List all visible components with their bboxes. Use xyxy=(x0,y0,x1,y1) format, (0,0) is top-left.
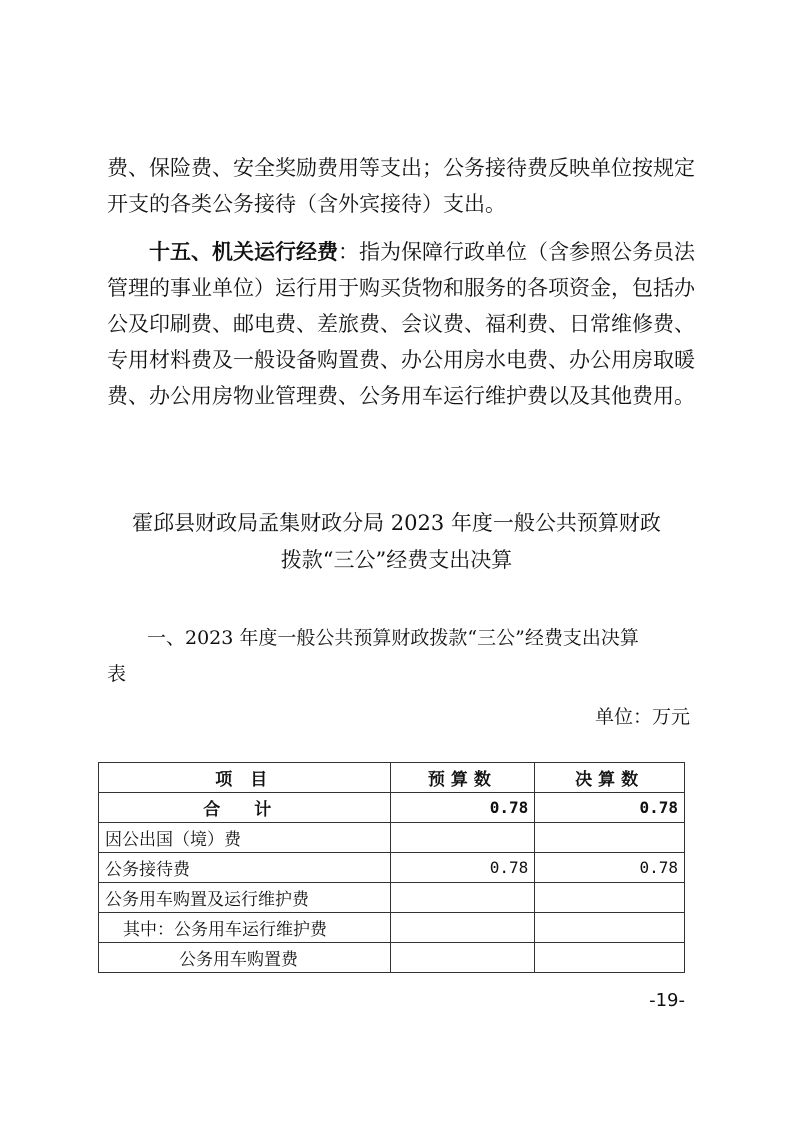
row-final xyxy=(535,943,685,973)
table-row-total xyxy=(99,793,685,823)
text-line: 费、保险费、安全奖励费用等支出；公务接待费反映单位按规定 xyxy=(107,156,695,180)
table-header-row xyxy=(99,763,685,793)
table-row xyxy=(99,883,685,913)
row-final xyxy=(535,913,685,943)
text-line-first xyxy=(107,234,697,270)
row-label: 因公出国（境）费 xyxy=(99,823,391,853)
row-label: 公务接待费 xyxy=(99,853,391,883)
title-line-1: 霍邱县财政局孟集财政分局 2023 年度一般公共预算财政 xyxy=(132,511,661,535)
text-line: 费、办公用房物业管理费、公务用车运行维护费以及其他费用。 xyxy=(107,384,695,408)
header-budget: 预算数 xyxy=(390,763,535,793)
text-line: 公及印刷费、邮电费、差旅费、会议费、福利费、日常维修费、 xyxy=(107,312,695,336)
page-number: -19- xyxy=(649,990,685,1011)
paragraph-operating-expenses xyxy=(107,234,697,414)
total-budget: 0.78 xyxy=(390,793,535,823)
text-line: 开支的各类公务接待（含外宾接待）支出。 xyxy=(107,192,506,216)
three-public-expenses-table xyxy=(98,762,685,973)
row-final: 0.78 xyxy=(535,853,685,883)
subheading-line-2: 表 xyxy=(107,663,127,685)
unit-label: 单位：万元 xyxy=(594,706,690,728)
row-budget: 0.78 xyxy=(390,853,535,883)
header-final: 决算数 xyxy=(535,763,685,793)
subheading-line-1: 一、2023 年度一般公共预算财政拨款“三公”经费支出决算 xyxy=(147,627,639,649)
table-row xyxy=(99,913,685,943)
row-final xyxy=(535,883,685,913)
row-label: 公务用车购置及运行维护费 xyxy=(99,883,391,913)
text-fragment: ：指为保障行政单位（含参照公务员法 xyxy=(338,240,695,264)
row-budget xyxy=(390,823,535,853)
paragraph-expense-explanation xyxy=(107,150,697,222)
row-final xyxy=(535,823,685,853)
header-item: 项 目 xyxy=(99,763,391,793)
table-row xyxy=(99,853,685,883)
total-label: 合 计 xyxy=(99,793,391,823)
text-line: 专用材料费及一般设备购置费、办公用房水电费、办公用房取暖 xyxy=(107,348,695,372)
section-lead-heading: 十五、机关运行经费 xyxy=(149,240,338,264)
total-final: 0.78 xyxy=(535,793,685,823)
table-row xyxy=(99,823,685,853)
table-row xyxy=(99,943,685,973)
row-budget xyxy=(390,943,535,973)
row-label: 其中：公务用车运行维护费 xyxy=(99,913,391,943)
table-subheading xyxy=(107,620,697,692)
row-label: 公务用车购置费 xyxy=(99,943,391,973)
title-line-2: 拨款“三公”经费支出决算 xyxy=(280,548,513,572)
document-title xyxy=(90,505,703,579)
text-line: 管理的事业单位）运行用于购买货物和服务的各项资金，包括办 xyxy=(107,276,695,300)
row-budget xyxy=(390,883,535,913)
row-budget xyxy=(390,913,535,943)
